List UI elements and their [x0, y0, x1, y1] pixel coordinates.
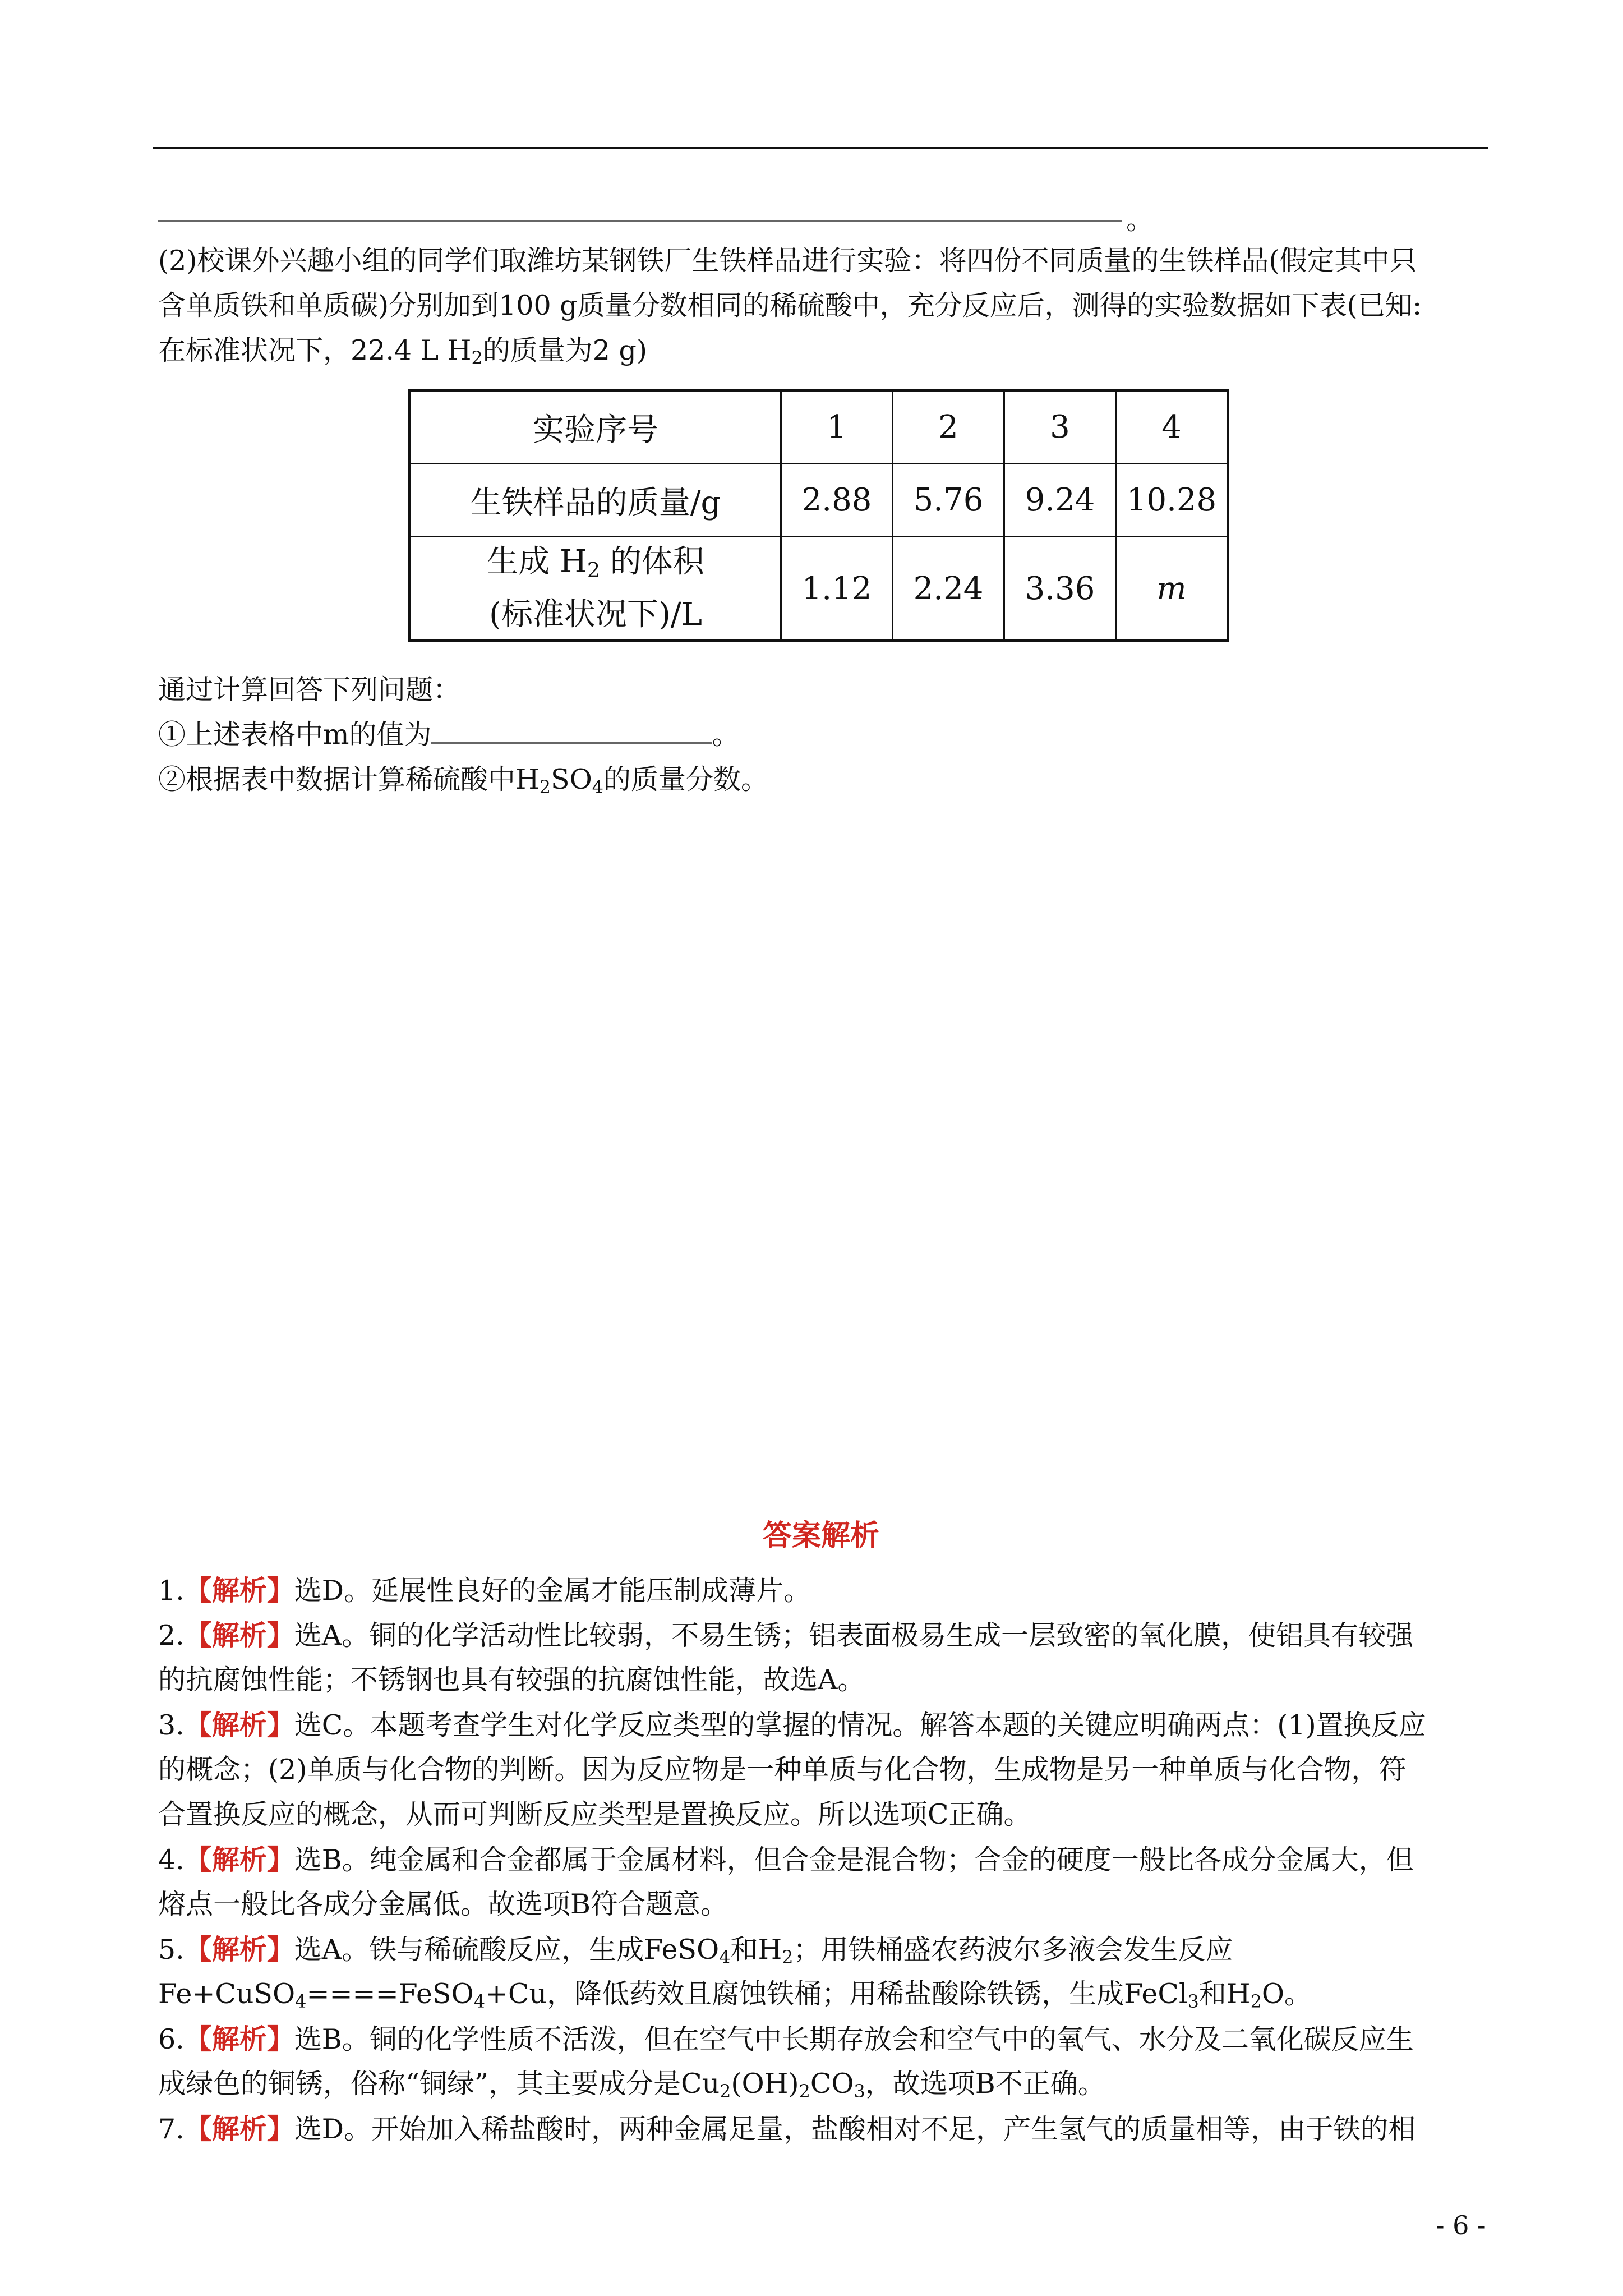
blank-period: 。 — [1126, 204, 1154, 236]
table-cell: m — [1116, 537, 1228, 641]
answer-item: 7.【解析】选D。开始加入稀盐酸时，两种金属足量，盐酸相对不足，产生氢气的质量相等，由于铁的相 — [158, 2113, 1416, 2145]
table-cell: 3.36 — [1004, 537, 1116, 641]
question-prompt: 通过计算回答下列问题： — [158, 674, 461, 706]
question-q2: ②根据表中数据计算稀硫酸中$H_2SO_4$的质量分数。 — [158, 763, 769, 798]
question-part2-line3: 在标准状况下，22.4 L $H_2$的质量为2 g) — [158, 334, 648, 369]
answer-item: 6.【解析】选B。铜的化学性质不活泼，但在空气中长期存放会和空气中的氧气、水分及二氧化碳反应生 — [158, 2023, 1414, 2055]
answer-item-continued: 的抗腐蚀性能；不锈钢也具有较强的抗腐蚀性能，故选A。 — [158, 1664, 865, 1696]
answer-item-continued: 熔点一般比各成分金属低。故选项B符合题意。 — [158, 1888, 728, 1920]
answer-item: 3.【解析】选C。本题考查学生对化学反应类型的掌握的情况。解答本题的关键应明确两点：(1)置换反应 — [158, 1709, 1426, 1741]
answer-item: 1.【解析】选D。延展性良好的金属才能压制成薄片。 — [158, 1574, 811, 1607]
header-rule — [153, 147, 1488, 149]
question-part2-line1: (2)校课外兴趣小组的同学们取潍坊某钢铁厂生铁样品进行实验：将四份不同质量的生铁样品(假定其中只 — [158, 245, 1417, 277]
experiment-data-table — [408, 389, 1229, 642]
q1-blank — [431, 720, 712, 744]
table-cell: 5.76 — [893, 464, 1004, 537]
answer-item-continued: Fe+CuSO$_4$====FeSO$_4$+Cu，降低药效且腐蚀铁桶；用稀盐酸除铁锈，生成FeCl$_3$和$H_2O$。 — [158, 1978, 1312, 2012]
table-row — [410, 464, 1228, 537]
table-row — [410, 537, 1228, 641]
table-cell: 9.24 — [1004, 464, 1116, 537]
table-cell: 2.88 — [781, 464, 893, 537]
table-cell: 生成 $H_2$ 的体积 (标准状况下)/L — [410, 537, 781, 641]
table-header-cell: 3 — [1004, 390, 1116, 464]
answer-item-continued: 的概念；(2)单质与化合物的判断。因为反应物是一种单质与化合物，生成物是另一种单质与化合物，符 — [158, 1754, 1407, 1786]
table-header-cell: 1 — [781, 390, 893, 464]
answer-item: 5.【解析】选A。铁与稀硫酸反应，生成FeSO$_4$和$H_2$；用铁桶盛农药波尔多液会发生反应 — [158, 1933, 1233, 1968]
question-part2-line2: 含单质铁和单质碳)分别加到100 g质量分数相同的稀硫酸中，充分反应后，测得的实验数据如下表(已知: — [158, 289, 1422, 321]
answer-item-continued: 合置换反应的概念，从而可判断反应类型是置换反应。所以选项C正确。 — [158, 1798, 1031, 1830]
table-header-cell: 2 — [893, 390, 1004, 464]
table-header-cell: 4 — [1116, 390, 1228, 464]
answer-blank-line — [158, 220, 1122, 222]
answer-item-continued: 成绿色的铜锈，俗称“铜绿”，其主要成分是$Cu_2(OH)_2CO_3$，故选项B不正确。 — [158, 2068, 1105, 2102]
table-cell: 10.28 — [1116, 464, 1228, 537]
question-q1: ①上述表格中m的值为 。 — [158, 719, 740, 751]
table-header-cell: 实验序号 — [410, 390, 781, 464]
page-number: - 6 - — [1436, 2210, 1486, 2240]
table-cell: 1.12 — [781, 537, 893, 641]
table-cell: 2.24 — [893, 537, 1004, 641]
answer-item: 4.【解析】选B。纯金属和合金都属于金属材料，但合金是混合物；合金的硬度一般比各成分金属大，但 — [158, 1843, 1414, 1876]
answers-title: 答案解析 — [763, 1519, 880, 1553]
answer-item: 2.【解析】选A。铜的化学活动性比较弱，不易生锈；铝表面极易生成一层致密的氧化膜，使铝具有较强 — [158, 1619, 1414, 1651]
table-row — [410, 390, 1228, 464]
table-cell: 生铁样品的质量/g — [410, 464, 781, 537]
